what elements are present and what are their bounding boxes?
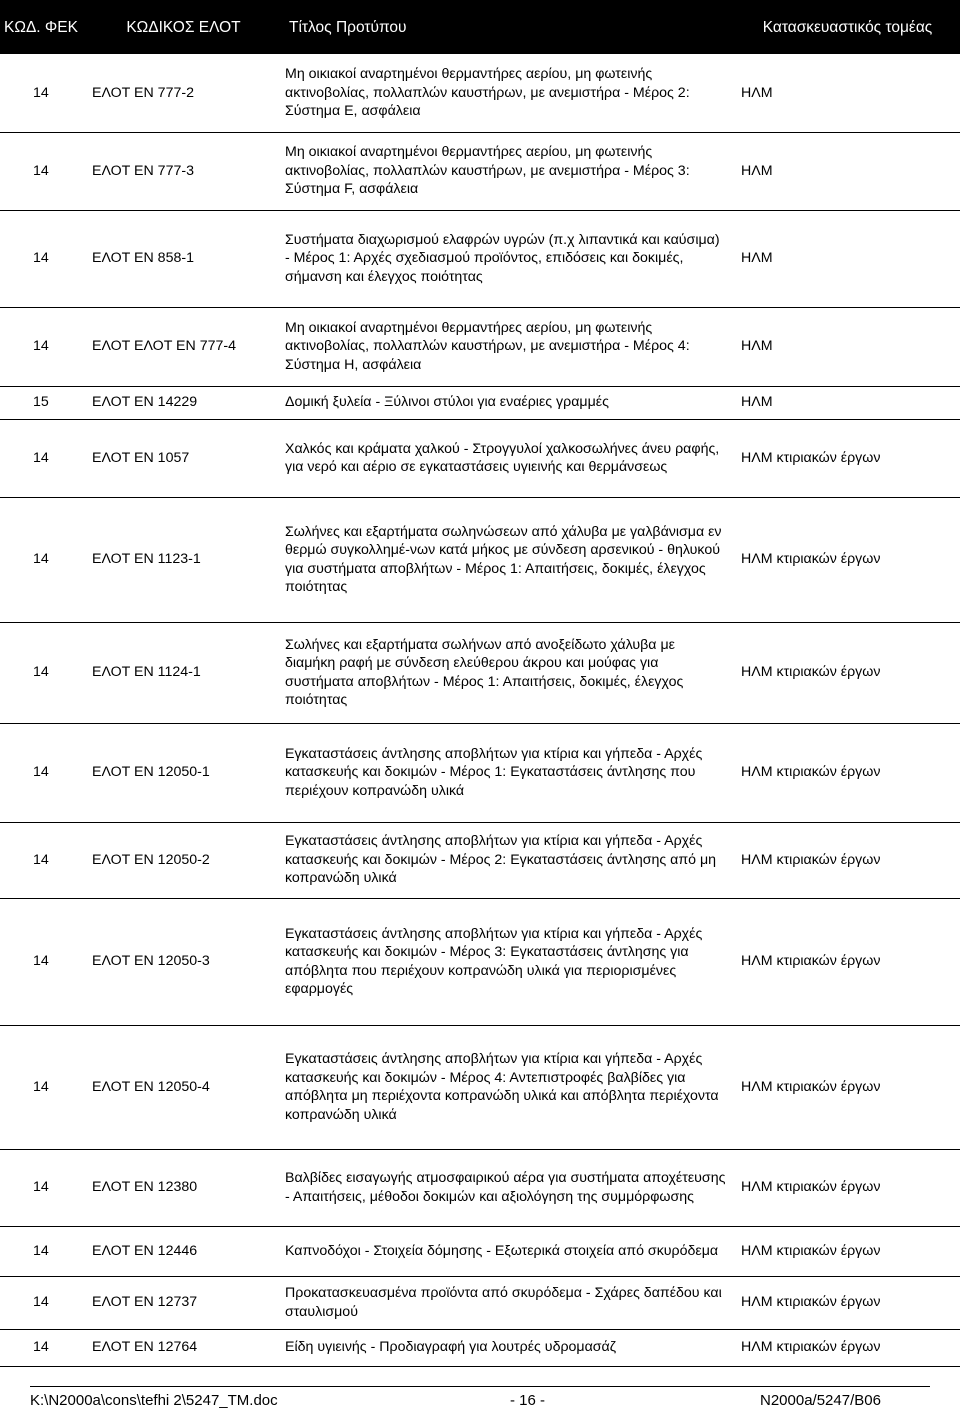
cell-fek: 14 <box>33 664 49 681</box>
cell-title: Μη οικιακοί αναρτημένοι θερμαντήρες αερίου, μη φωτεινής ακτινοβολίας, πολλαπλών καυστήρων, με ανεμιστήρα - Μέρος 4: Σύστημα H, ασφάλεια <box>285 319 690 373</box>
cell-code: ΕΛΟΤ EN 777-2 <box>92 84 194 101</box>
cell-title: Μη οικιακοί αναρτημένοι θερμαντήρες αερίου, μη φωτεινής ακτινοβολίας, πολλαπλών καυστήρων, με ανεμιστήρα - Μέρος 3: Σύστημα F, ασφάλεια <box>285 144 690 198</box>
cell-fek: 14 <box>33 1179 49 1196</box>
cell-title: Εγκαταστάσεις άντλησης αποβλήτων για κτίρια και γήπεδα - Αρχές κατασκευής και δοκιμών - Μέρος 4: Αντεπιστροφές βαλβίδες για απόβλητα μη περιέχοντα κοπρανώδη υλικά και απόβλητα περιέχοντα κοπρανώδη υλικά <box>285 1051 719 1123</box>
header-title: Τίτλος Προτύπου <box>285 0 735 54</box>
cell-fek: 14 <box>33 851 49 868</box>
cell-sector: ΗΛΜ κτιριακών έργων <box>741 1294 881 1311</box>
cell-sector: ΗΛΜ κτιριακών έργων <box>741 449 881 466</box>
table-row <box>0 386 960 419</box>
footer-page-number: - 16 - <box>510 1392 546 1409</box>
table-row <box>0 822 960 898</box>
cell-sector: ΗΛΜ κτιριακών έργων <box>741 1179 881 1196</box>
cell-code: ΕΛΟΤ EN 12050-1 <box>92 764 210 781</box>
cell-fek: 14 <box>33 1078 49 1095</box>
table-row <box>0 1149 960 1226</box>
cell-fek: 14 <box>33 1242 49 1259</box>
table-row <box>0 622 960 723</box>
cell-code: ΕΛΟΤ EN 12380 <box>92 1179 198 1196</box>
cell-fek: 14 <box>33 551 49 568</box>
cell-fek: 14 <box>33 84 49 101</box>
table-row <box>0 497 960 622</box>
footer-file-path: K:\N2000a\cons\tefhi 2\5247_TM.doc <box>30 1392 278 1409</box>
cell-code: ΕΛΟΤ EN 777-3 <box>92 162 194 179</box>
cell-fek: 14 <box>33 338 49 355</box>
cell-code: ΕΛΟΤ EN 12050-4 <box>92 1078 210 1095</box>
table-row <box>0 1276 960 1329</box>
cell-sector: ΗΛΜ κτιριακών έργων <box>741 851 881 868</box>
cell-sector: ΗΛΜ <box>741 162 773 179</box>
cell-sector: ΗΛΜ <box>741 250 773 267</box>
cell-fek: 14 <box>33 250 49 267</box>
cell-title: Χαλκός και κράματα χαλκού - Στρογγυλοί χαλκοσωλήνες άνευ ραφής, για νερό και αέριο σε εγκαταστάσεις υγιεινής και θερμάνσεως <box>285 440 720 475</box>
cell-code: ΕΛΟΤ EN 12764 <box>92 1339 198 1356</box>
table-row <box>0 210 960 307</box>
cell-fek: 14 <box>33 764 49 781</box>
cell-code: ΕΛΟΤ EN 12050-3 <box>92 953 210 970</box>
cell-sector: ΗΛΜ κτιριακών έργων <box>741 1242 881 1259</box>
cell-sector: ΗΛΜ <box>741 338 773 355</box>
cell-code: ΕΛΟΤ EN 12050-2 <box>92 851 210 868</box>
cell-code: ΕΛΟΤ EN 1123-1 <box>92 551 201 568</box>
cell-sector: ΗΛΜ <box>741 84 773 101</box>
cell-sector: ΗΛΜ κτιριακών έργων <box>741 953 881 970</box>
cell-title: Μη οικιακοί αναρτημένοι θερμαντήρες αερίου, μη φωτεινής ακτινοβολίας, πολλαπλών καυστήρων, με ανεμιστήρα - Μέρος 2: Σύστημα Ε, ασφάλεια <box>285 66 690 119</box>
cell-title: Δομική ξυλεία - Ξύλινοι στύλοι για εναέριες γραμμές <box>285 394 609 411</box>
table-row <box>0 723 960 822</box>
header-sector: Κατασκευαστικός τομέας <box>735 0 960 54</box>
cell-sector: ΗΛΜ κτιριακών έργων <box>741 1339 881 1356</box>
cell-sector: ΗΛΜ κτιριακών έργων <box>741 1078 881 1095</box>
table-row <box>0 132 960 210</box>
table-row <box>0 898 960 1025</box>
table-row <box>0 307 960 386</box>
header-fek: ΚΩΔ. ΦΕΚ <box>0 0 82 54</box>
cell-sector: ΗΛΜ κτιριακών έργων <box>741 551 881 568</box>
footer-document-ref: N2000a/5247/B06 <box>760 1392 881 1409</box>
cell-fek: 14 <box>33 449 49 466</box>
cell-code: ΕΛΟΤ EN 1124-1 <box>92 664 201 681</box>
cell-title: Καπνοδόχοι - Στοιχεία δόμησης - Εξωτερικά στοιχεία από σκυρόδεμα <box>285 1242 719 1259</box>
cell-title: Σωλήνες και εξαρτήματα σωλήνων από ανοξείδωτο χάλυβα με διαμήκη ραφή με σύνδεση ελεύθερου άκρου και μούφας για συστήματα αποβλήτων - Μέρος 1: Απαιτήσεις, δοκιμές, έλεγχος ποιότητας <box>285 636 684 708</box>
cell-sector: ΗΛΜ κτιριακών έργων <box>741 664 881 681</box>
cell-title: Είδη υγιεινής - Προδιαγραφή για λουτρές υδρομασάζ <box>285 1339 617 1356</box>
cell-title: Εγκαταστάσεις άντλησης αποβλήτων για κτίρια και γήπεδα - Αρχές κατασκευής και δοκιμών - Μέρος 3: Εγκαταστάσεις άντλησης για απόβλητα που περιέχουν κοπρανώδη υλικά για περιορισμένες εφαρμογές <box>285 925 703 997</box>
table-row <box>0 419 960 497</box>
cell-code: ΕΛΟΤ EN 14229 <box>92 394 198 411</box>
cell-fek: 14 <box>33 1294 49 1311</box>
table-row <box>0 1329 960 1366</box>
cell-title: Σωλήνες και εξαρτήματα σωληνώσεων από χάλυβα με γαλβάνισμα εν θερμώ συγκολλημέ-νων κατά μήκος με σύνδεση αρσενικού - θηλυκού για συστήματα αποβλήτων - Μέρος 1: Απαιτήσεις, δοκιμές, έλεγχος ποιότητας <box>285 523 722 595</box>
cell-code: ΕΛΟΤ EN 1057 <box>92 449 190 466</box>
cell-title: Βαλβίδες εισαγωγής ατμοσφαιρικού αέρα για συστήματα αποχέτευσης - Απαιτήσεις, μέθοδοι δοκιμών και αξιολόγηση της συμμόρφωσης <box>285 1170 726 1205</box>
table-row <box>0 1025 960 1149</box>
table-row <box>0 1226 960 1276</box>
cell-fek: 14 <box>33 953 49 970</box>
cell-title: Προκατασκευασμένα προϊόντα από σκυρόδεμα - Σχάρες δαπέδου και σταυλισμού <box>285 1285 722 1320</box>
cell-fek: 14 <box>33 1339 49 1356</box>
header-code: ΚΩΔΙΚΟΣ ΕΛΟΤ <box>82 0 285 54</box>
table-header-row <box>0 0 960 54</box>
cell-code: ΕΛΟΤ EN 12446 <box>92 1242 198 1259</box>
cell-title: Εγκαταστάσεις άντλησης αποβλήτων για κτίρια και γήπεδα - Αρχές κατασκευής και δοκιμών - Μέρος 1: Εγκαταστάσεις άντλησης που περιέχουν κοπρανώδη υλικά <box>285 745 703 799</box>
table-row <box>0 54 960 132</box>
cell-fek: 14 <box>33 162 49 179</box>
cell-title: Συστήματα διαχωρισμού ελαφρών υγρών (π.χ λιπαντικά και καύσιμα) - Μέρος 1: Αρχές σχεδιασμού προϊόντος, επιδόσεις και δοκιμές, σήμανση και έλεγχος ποιότητας <box>285 231 720 285</box>
page-footer <box>30 1386 930 1413</box>
cell-sector: ΗΛΜ κτιριακών έργων <box>741 764 881 781</box>
cell-code: ΕΛΟΤ EN 12737 <box>92 1294 198 1311</box>
cell-sector: ΗΛΜ <box>741 394 773 411</box>
cell-fek: 15 <box>33 394 49 411</box>
cell-code: ΕΛΟΤ EN 858-1 <box>92 250 194 267</box>
cell-code: ΕΛΟΤ ΕΛΟΤ EN 777-4 <box>92 338 236 355</box>
cell-title: Εγκαταστάσεις άντλησης αποβλήτων για κτίρια και γήπεδα - Αρχές κατασκευής και δοκιμών - Μέρος 2: Εγκαταστάσεις άντλησης από μη κοπρανώδη υλικά <box>285 833 717 887</box>
